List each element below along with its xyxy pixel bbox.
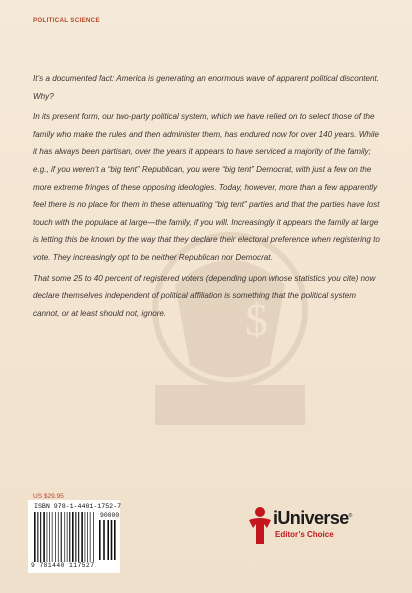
barcode-bar (90, 512, 91, 562)
publisher-name (273, 508, 352, 529)
barcode-bar (78, 512, 79, 562)
addon-barcode-bars-icon (99, 520, 117, 560)
registered-mark: ® (348, 513, 352, 519)
barcode-bar (34, 512, 36, 562)
barcode-bar (114, 520, 116, 560)
barcode-bar (87, 512, 88, 562)
barcode-bar (103, 520, 105, 560)
barcode-bar (55, 512, 56, 562)
barcode-bar (75, 512, 76, 562)
ean-barcode-bars-icon (34, 512, 96, 562)
barcode-bar (99, 520, 101, 560)
barcode-bar (52, 512, 53, 562)
publisher-name-text: iUniverse (273, 508, 349, 528)
barcode-bar (85, 512, 86, 562)
barcode-bar (49, 512, 50, 562)
barcode-bar (67, 512, 68, 562)
barcode-bar (69, 512, 70, 562)
barcode-bar (111, 520, 113, 560)
barcode-addon-digits: 90000 (100, 512, 120, 519)
barcode-bar (81, 512, 83, 562)
back-cover-blurb (33, 70, 381, 325)
barcode-bar (43, 512, 45, 562)
barcode-bar (61, 512, 62, 562)
isbn-number: ISBN 978-1-4401-1752-7 (34, 503, 122, 510)
barcode-bar (107, 520, 109, 560)
iuniverse-figure-icon (246, 506, 274, 546)
category-label: POLITICAL SCIENCE (33, 17, 100, 24)
price-label: US $29.95 (33, 493, 64, 500)
isbn-barcode (28, 500, 120, 573)
barcode-bar (72, 512, 74, 562)
barcode-bar (64, 512, 65, 562)
barcode-bar (93, 512, 94, 562)
barcode-bar (58, 512, 59, 562)
svg-text:$: $ (245, 294, 268, 345)
blurb-paragraph: That some 25 to 40 percent of registered voters (depending upon whose statistics you cite) now declare themselves independent of political affiliation is something that the political system cannot, or at least should not, ignore. (33, 273, 376, 318)
barcode-bar (37, 512, 38, 562)
blurb-paragraph: In its present form, our two-party political system, which we have relied on to select those of the family who make the rules and then administer them, has endured now for over 140 years. While it has always been partisan, over the years it appears to have serviced a majority of the family; e.g., if you weren’t a “big tent” Republican, you were “big tent” Democrat, with just a few on the more extreme fringes of these opposing ideologies. Today, however, more than a few apparently feel there is no place for them in these attenuating “big tent” parties and that the parties have lost touch with the populace at large—the family, if you will. Increasingly it appears the family at large is letting this be known by the way that they declare their electoral preference when registering to vote. They increasingly opt to be neither Republican nor Democrat. (33, 112, 380, 262)
publisher-tagline: Editor’s Choice (275, 530, 334, 539)
ean-digits: 9 781440 117527 (31, 562, 95, 569)
barcode-bar (40, 512, 41, 562)
blurb-paragraph: It’s a documented fact: America is generating an enormous wave of apparent political discontent. Why? (33, 74, 379, 101)
barcode-bar (47, 512, 48, 562)
publisher-logo (246, 502, 376, 562)
